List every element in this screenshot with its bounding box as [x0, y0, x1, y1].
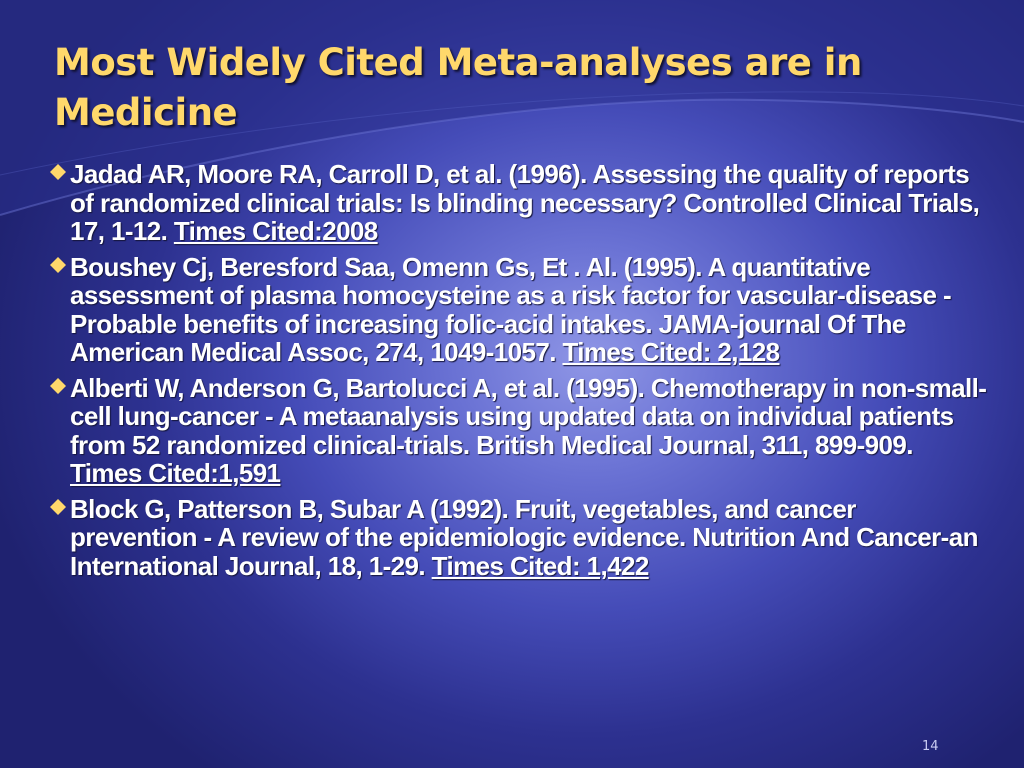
times-cited-text: Times Cited: 2,128 [562, 337, 780, 367]
bullet-text: Alberti W, Anderson G, Bartolucci A, et al. (1995). Chemotherapy in non-small-cell lung-cancer - A metaanalysis using updated data on individual patients from 52 randomized clinical-trials. British Medical Journal, 311, 899-909. [70, 372, 987, 460]
diamond-bullet-icon [50, 257, 66, 273]
bullet-text: Block G, Patterson B, Subar A (1992). Fruit, vegetables, and cancer prevention - A review of the epidemiologic evidence. Nutrition And Cancer-an International Journal, 18, 1-29. [70, 493, 978, 581]
bullet-item-boushey [48, 253, 988, 367]
diamond-bullet-icon [50, 499, 66, 515]
bullet-item-alberti [48, 374, 988, 488]
bullet-item-jadad [48, 160, 988, 246]
times-cited-text: Times Cited:2008 [173, 216, 378, 246]
slide-title: Most Widely Cited Meta-analyses are in Medicine [54, 41, 862, 134]
times-cited-text: Times Cited:1,591 [70, 458, 281, 488]
diamond-bullet-icon [50, 378, 66, 394]
page-number: 14 [922, 739, 939, 754]
bullet-text: Jadad AR, Moore RA, Carroll D, et al. (1996). Assessing the quality of reports of randomized clinical trials: Is blinding necessary? Controlled Clinical Trials, 17, 1-12. [70, 159, 980, 246]
bullet-text: Boushey Cj, Beresford Saa, Omenn Gs, Et . Al. (1995). A quantitative assessment of plasma homocysteine as a risk factor for vascular-disease - Probable benefits of increasing folic-acid intakes. JAMA-journal Of The American Medical Assoc, 274, 1049-1057. [70, 251, 952, 367]
bullet-item-block [48, 495, 988, 581]
times-cited-text: Times Cited: 1,422 [431, 550, 649, 581]
diamond-bullet-icon [50, 164, 66, 180]
bullet-list [48, 160, 988, 587]
